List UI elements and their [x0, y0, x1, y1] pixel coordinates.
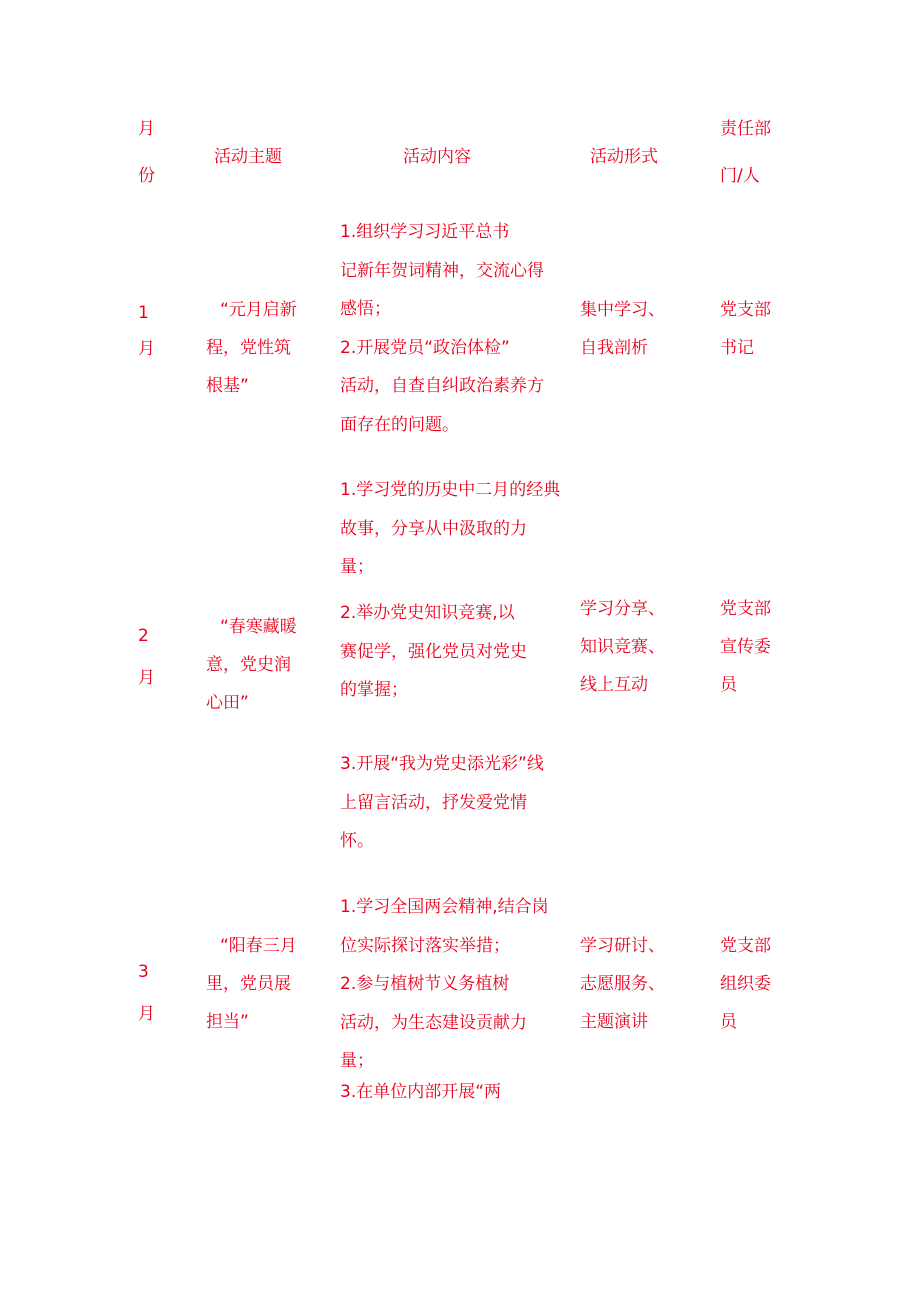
- row-2-responsible-line-2: 宣传委: [720, 637, 771, 657]
- row-1-theme: [206, 291, 297, 405]
- row-3-form-line-2: 志愿服务、: [580, 974, 665, 994]
- row-1-theme-line-2: 程，党性筑: [206, 338, 291, 358]
- row-1-responsible-line-1: 党支部: [720, 300, 771, 320]
- row-1-content-line-4: 2.开展党员“政治体检”: [340, 337, 510, 358]
- row-2-responsible-line-3: 员: [720, 675, 737, 695]
- row-2-responsible-line-1: 党支部: [720, 599, 771, 619]
- row-2-month-line-2: 月: [138, 668, 155, 688]
- row-3-theme-line-1: “阳春三月: [220, 936, 297, 956]
- row-1-content: [340, 213, 544, 444]
- row-3-content-line-1: 1.学习全国两会精神,结合岗: [340, 897, 549, 917]
- row-2-content-c-line-1: 3.开展“我为党史添光彩”线: [340, 754, 544, 774]
- row-1-form: [580, 291, 665, 367]
- header-theme: 活动主题: [214, 147, 282, 167]
- row-2-content-a-line-1: 1.学习党的历史中二月的经典: [340, 480, 561, 500]
- row-3-form-line-1: 学习研讨、: [580, 936, 665, 956]
- row-3-form-line-3: 主题演讲: [580, 1012, 648, 1032]
- row-1-responsible-line-2: 书记: [720, 338, 754, 358]
- header-responsible-line-1: 责任部: [720, 119, 771, 139]
- row-1-theme-line-1: “元月启新: [220, 300, 297, 320]
- row-3-form: [580, 927, 665, 1041]
- row-3-content-line-6: 3.在单位内部开展“两: [340, 1081, 502, 1102]
- header-responsible-line-2: 门/人: [720, 166, 760, 186]
- row-2-theme-line-2: 意，党史润: [206, 655, 291, 675]
- header-month-line-1: 月: [138, 119, 155, 139]
- header-month-line-2: 份: [138, 166, 155, 186]
- row-2-content-part-2: [340, 594, 527, 710]
- row-2-content-c-line-3: 怀。: [340, 831, 374, 851]
- row-2-responsible: [720, 590, 771, 704]
- row-1-content-line-2: 记新年贺词精神，交流心得: [340, 260, 544, 281]
- row-2-content-b-line-3: 的掌握；: [340, 680, 408, 700]
- row-2-content-c-line-2: 上留言活动，抒发爱党情: [340, 792, 527, 813]
- row-3-responsible-line-3: 员: [720, 1012, 737, 1032]
- row-2-content-a-line-3: 量；: [340, 557, 374, 577]
- row-2-content-part-3: [340, 745, 544, 861]
- row-1-theme-line-3: 根基”: [206, 376, 249, 396]
- row-2-theme: [206, 617, 297, 713]
- row-3-theme-line-3: 担当”: [206, 1012, 249, 1032]
- row-3-content-line-5: 量；: [340, 1051, 374, 1071]
- row-1-content-line-3: 感悟；: [340, 299, 391, 319]
- header-content: 活动内容: [403, 147, 471, 167]
- row-2-content-part-1: [340, 471, 560, 587]
- row-2-content-b-line-2: 赛促学，强化党员对党史: [340, 641, 527, 662]
- row-1-month: [138, 295, 155, 367]
- row-1-responsible: [720, 291, 771, 367]
- row-1-content-line-6: 面存在的问题。: [340, 414, 459, 435]
- row-3-month-line-1: 3: [138, 962, 149, 982]
- row-3-content: [340, 888, 549, 1111]
- row-3-theme-line-2: 里，党员展: [206, 974, 291, 994]
- row-3-responsible: [720, 927, 771, 1041]
- row-1-form-line-1: 集中学习、: [580, 300, 665, 320]
- header-responsible: [720, 106, 771, 200]
- row-2-theme-line-1: “春寒藏暖: [220, 617, 297, 637]
- row-1-content-line-1: 1.组织学习习近平总书: [340, 222, 510, 242]
- row-2-form-line-3: 线上互动: [580, 675, 648, 695]
- row-2-form-line-1: 学习分享、: [580, 599, 665, 619]
- row-2-form: [580, 590, 665, 704]
- row-3-responsible-line-1: 党支部: [720, 936, 771, 956]
- row-3-responsible-line-2: 组织委: [720, 974, 771, 994]
- row-3-theme: [206, 927, 297, 1041]
- row-1-month-line-2: 月: [138, 339, 155, 359]
- row-2-form-line-2: 知识竞赛、: [580, 637, 665, 657]
- row-2-content-b-line-1: 2.举办党史知识竞赛,以: [340, 603, 515, 623]
- row-3-month-line-2: 月: [138, 1004, 155, 1024]
- row-3-content-line-4: 活动，为生态建设贡献力: [340, 1012, 527, 1033]
- row-1-form-line-2: 自我剖析: [580, 338, 648, 358]
- row-1-content-line-5: 活动，自查自纠政治素养方: [340, 376, 544, 396]
- row-3-content-line-2: 位实际探讨落实举措；: [340, 935, 510, 956]
- row-2-content-a-line-2: 故事，分享从中汲取的力: [340, 518, 527, 539]
- row-1-month-line-1: 1: [138, 303, 149, 323]
- row-2-month-line-1: 2: [138, 626, 149, 646]
- row-2-month: [138, 615, 155, 699]
- row-3-month: [138, 951, 155, 1035]
- row-3-content-line-3: 2.参与植树节义务植树: [340, 974, 510, 994]
- row-2-theme-line-3: 心田”: [206, 693, 249, 713]
- header-month: [138, 106, 155, 200]
- header-form: 活动形式: [590, 147, 658, 167]
